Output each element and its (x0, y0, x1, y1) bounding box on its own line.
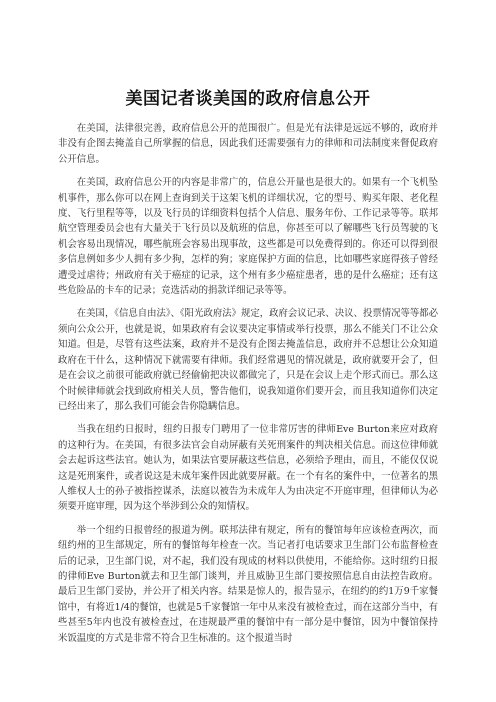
paragraph-2: 在美国，政府信息公开的内容是非常广的，信息公开量也是很大的。如果有一个飞机坠机事件，那么你可以在网上查询到关于这架飞机的详细状况，它的型号、购买年限、老化程度、飞行里程等等，以及飞行员的详细资料包括个人信息、服务年份、工作记录等等。联邦航空管理委员会也有大量关于飞行员以及航班的信息，你甚至可以了解哪些飞行员驾驶的飞机会容易出现情况，哪些航班会容易出现事故，这些都是可以免费得到的。你还可以得到很多信息例如多少人拥有多少狗，怎样的狗；家庭保护方面的信息，比如哪些家庭得孩子曾经遭受过虐待；州政府有关于癌症的记录，这个州有多少癌症患者，患的是什么癌症；还有这些危险品的卡车的记录；竞选活动的捐款详细记录等等。 (58, 177, 438, 297)
paragraph-4: 当我在纽约日报时，纽约日报专门聘用了一位非常厉害的律师Eve Burton来应对政府的这种行为。在美国，有很多法官会自动屏蔽有关死刑案件的判决相关信息。而这位律师就会去起诉这些法官。她认为，如果法官要屏蔽这些信息，必须给予理由，而且，不能仅仅说这是死刑案件，或者说这是未成年案件因此就要屏蔽。在一个有名的案件中，一位著名的黑人维权人士的孙子被指控谋杀，法庭以被告为未成年人为由决定不开庭审理，但律师认为必须要开庭审理，因为这个举涉到公众的知情权。 (58, 424, 438, 513)
paragraph-5: 举一个纽约日报曾经的报道为例。联邦法律有规定，所有的餐馆每年应该检查两次，而纽约州的卫生部规定，所有的餐馆每年检查一次。当记者打电话要求卫生部门公布监督检查后的记录，卫生部门说，对不起，我们没有现成的材料以供使用，不能给你。这时纽约日报的律师Eve Burton就去和卫生部门谈判，并且威胁卫生部门要按照信息自由法控告政府。最后卫生部门妥协，并公开了相关内容。结果是惊人的，报告显示，在纽约的约1万9千家餐馆中，有将近1/4的餐馆，也就是5千家餐馆一年中从来没有被检查过，而在这部分当中，有些甚至5年内也没有被检查过，在违规最严重的餐馆中有一部分是中餐馆，因为中餐馆保持米饭温度的方式是非常不符合卫生标准的。这个报道当时 (58, 524, 438, 644)
document-title: 美国记者谈美国的政府信息公开 (125, 89, 371, 109)
paragraph-3: 在美国，《信息自由法》、《阳光政府法》规定，政府会议记录、决议、投票情况等等都必须向公众公开，也就是说，如果政府有会议要决定事情或举行投票，那么不能关门不让公众知道。但是，尽管有这些法案，政府并不是没有企图去掩盖信息，政府并不总想让公众知道政府在干什么，这种情况下就需要有律师。我们经常遇见的情况就是，政府就要开会了，但是在会议之前很可能政府就已经偷偷把决议都做完了，只是在会议上走个形式而已。那么这个时候律师就会找到政府相关人员，警告他们，说我知道你们要开会，而且我知道你们决定已经出来了，那么我们可能会告你隐瞒信息。 (58, 308, 438, 412)
paragraph-1: 在美国，法律很完善，政府信息公开的范围很广。但是光有法律是远远不够的，政府并非没有企图去掩盖自己所掌握的信息，因此我们还需要强有力的律师和司法制度来督促政府公开信息。 (58, 123, 438, 165)
